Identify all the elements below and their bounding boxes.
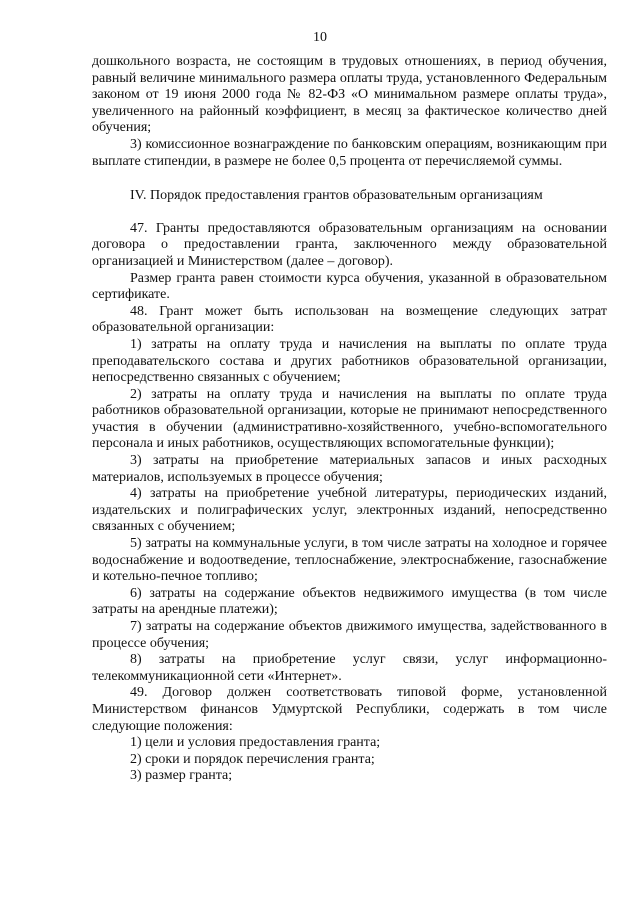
list-item: 1) цели и условия предоставления гранта; (130, 735, 381, 751)
paragraph-48: 48. Грант может быть использован на возмещение следующих затрат образовательной организации: (92, 303, 607, 336)
list-item: 2) сроки и порядок перечисления гранта; (130, 751, 375, 767)
list-item: 3) размер гранта; (130, 768, 233, 784)
intro-item-3: 3) комиссионное вознаграждение по банковским операциям, возникающим при выплате стипендии, в размере не более 0,5 процента от перечисляемой суммы. (92, 136, 607, 169)
paragraph-grant-size: Размер гранта равен стоимости курса обучения, указанной в образовательном сертификате. (92, 270, 607, 303)
list-item: 8) затраты на приобретение услуг связи, услуг информационно-телекоммуникационной сети «Интернет». (92, 652, 607, 684)
paragraph-47: 47. Гранты предоставляются образовательным организациям на основании договора о предоставлении гранта, заключенного между образовательной организацией и Министерством (далее – договор). (92, 220, 607, 269)
list-item: 2) затраты на оплату труда и начисления на выплаты по оплате труда работников образовательной организации, которые не принимают непосредственного участия в обучении (административно-хозяйственного, учебно-вспомогательного персонала и иных работников, осуществляющих вспомогательные функции); (92, 386, 607, 452)
list-item: 7) затраты на содержание объектов движимого имущества, задействованного в процессе обучения; (92, 619, 607, 651)
list-item: 3) затраты на приобретение материальных запасов и иных расходных материалов, используемых в процессе обучения; (92, 453, 607, 485)
list-item: 6) затраты на содержание объектов недвижимого имущества (в том числе затраты на арендные платежи); (92, 585, 607, 618)
intro-continuation: дошкольного возраста, не состоящим в трудовых отношениях, в период обучения, равный величине минимального размера оплаты труда, установленного Федеральным законом от 19 июня 2000 года № 82-ФЗ «О минимальном размере оплаты труда», увеличенного на районный коэффициент, в месяц за фактическое количество дней обучения; (92, 54, 607, 136)
list-item: 5) затраты на коммунальные услуги, в том числе затраты на холодное и горячее водоснабжение и водоотведение, теплоснабжение, электроснабжение, газоснабжение и котельно-печное топливо; (92, 536, 607, 585)
paragraph-49: 49. Договор должен соответствовать типовой форме, установленной Министерством финансов Удмуртской Республики, содержать в том числе следующие положения: (92, 685, 607, 734)
document-body (92, 54, 607, 785)
page-number: 10 (313, 30, 327, 45)
list-item: 4) затраты на приобретение учебной литературы, периодических изданий, издательских и полиграфических услуг, электронных изданий, непосредственно связанных с обучением; (92, 486, 607, 535)
list-item: 1) затраты на оплату труда и начисления на выплаты по оплате труда преподавательского состава и других работников образовательной организации, непосредственно связанных с обучением; (92, 336, 607, 386)
section-title: IV. Порядок предоставления грантов образовательным организациям (130, 188, 543, 204)
